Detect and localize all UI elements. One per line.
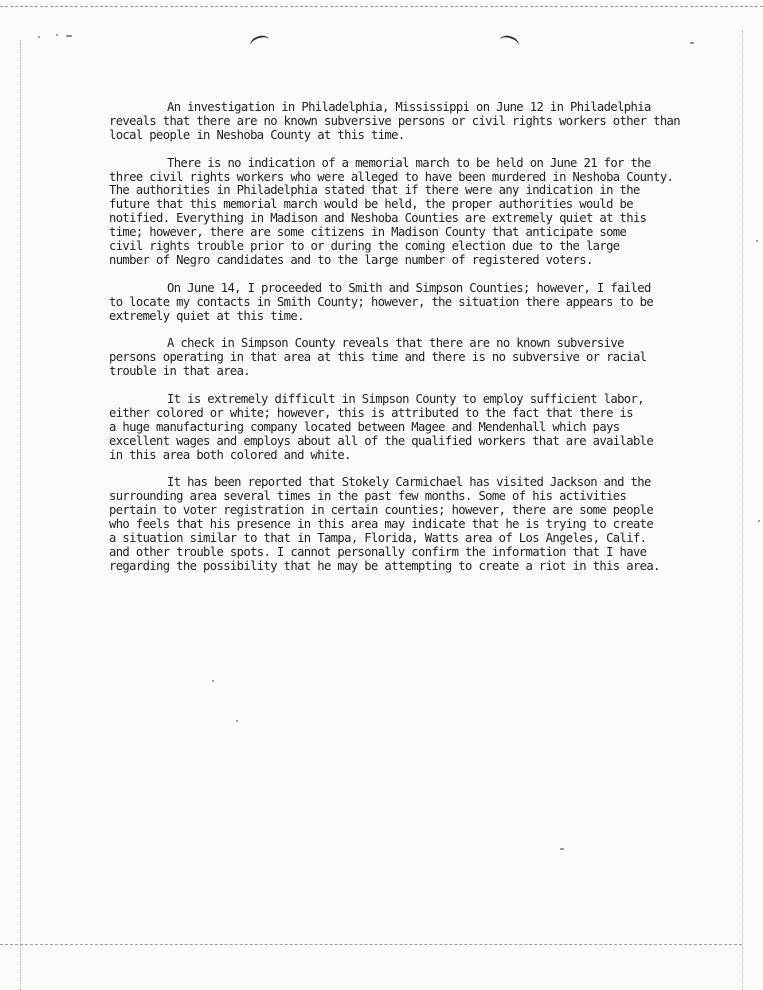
paragraph-philadelphia-investigation: An investigation in Philadelphia, Mississippi on June 12 in Philadelphia reveals that there are no known subversive persons or civil rights workers other than local people in Neshoba County at this time. xyxy=(109,100,680,142)
scan-speck xyxy=(38,36,40,38)
scan-edge-top xyxy=(0,6,763,7)
paragraph-simpson-county-check: A check in Simpson County reveals that there are no known subversive persons operating in that area at this time and there is no subversive or racial trouble in that area. xyxy=(109,336,647,379)
scan-speck xyxy=(56,34,58,36)
scan-speck xyxy=(212,680,214,682)
scan-edge-right xyxy=(742,30,743,990)
punch-hole-mark-right xyxy=(497,33,520,52)
document-body xyxy=(109,101,709,588)
scan-speck xyxy=(756,240,758,242)
scan-speck xyxy=(66,35,72,37)
scan-speck xyxy=(758,520,760,522)
scan-speck xyxy=(690,42,694,44)
scan-speck xyxy=(236,720,238,722)
paragraph-stokely-carmichael: It has been reported that Stokely Carmichael has visited Jackson and the surrounding area several times in the past few months. Some of his activities pertain to voter registration in certain counties; however, there are some people who feels that his presence in this area may indicate that he is trying to create a situation similar to that in Tampa, Florida, Watts area of Los Angeles, Calif. and other trouble spots. I cannot personally confirm the information that I have regarding the possibility that he may be attempting to create a riot in this area. xyxy=(109,475,660,573)
punch-hole-mark-left xyxy=(248,33,271,52)
scan-edge-bottom xyxy=(0,944,742,945)
paragraph-labor-shortage: It is extremely difficult in Simpson County to employ sufficient labor, either colored or white; however, this is attributed to the fact that there is a huge manufacturing company located between Magee and Mendenhall which pays excellent wages and employs about all of the qualified workers that are available in this area both colored and white. xyxy=(109,391,654,462)
scan-edge-left xyxy=(20,40,21,990)
paragraph-smith-simpson-counties: On June 14, I proceeded to Smith and Simpson Counties; however, I failed to locate my contacts in Smith County; however, the situation there appears to be extremely quiet at this time. xyxy=(109,280,654,323)
scan-speck xyxy=(560,848,564,850)
paragraph-memorial-march: There is no indication of a memorial march to be held on June 21 for the three civil rights workers who were alleged to have been murdered in Neshoba County. The authorities in Philadelphia stated that if there were any indication in the future that this memorial march would be held, the proper authorities would be notified. Everything in Madison and Neshoba Counties are extremely quiet at this time; however, there are some citizens in Madison County that anticipate some civil rights trouble prior to or during the coming election due to the large number of Negro candidates and to the large number of registered voters. xyxy=(109,155,674,267)
